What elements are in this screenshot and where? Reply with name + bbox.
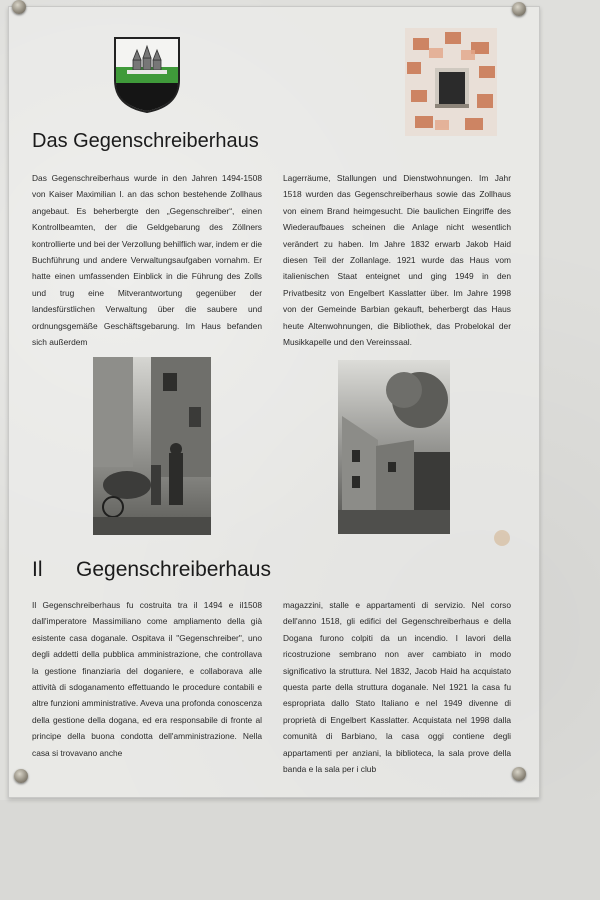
coat-of-arms-icon [113, 36, 181, 114]
mounting-bolt-icon [512, 767, 526, 781]
wall-lower-part [0, 800, 600, 900]
german-text-column-1: Das Gegenschreiberhaus wurde in den Jahren 1494-1508 von Kaiser Maximilian I. an das schon bestehende Zollhaus angebaut. Es beherbergte den „Gegenschreiber“, einen Kontrollbeamten, der die Geldgebarung des Zöllners kontrollierte und bei der Verzollung behilflich war, indem er die Buchführung und andere Verwaltungsaufgaben vornahm. Er hatte einen umfassenden Einblick in die Führung des Zolls und trug eine Mitverantwortung gegenüber der landesfürstlichen Verwaltung über die saubere und ordnungsgemäße Geschäftsgebarung. Im Haus befanden sich außerdem [32, 173, 262, 348]
window-icon [405, 28, 497, 136]
italian-text-column-1: Il Gegenschreiberhaus fu costruita tra il 1494 e il1508 dall'imperatore Massimiliano come ampliamento della già esistente casa doganale. Ospitava il "Gegenschreiber", uno degli addetti della pubblica amministrazione, che controllava la gestione finanziaria del doganiere, e collaborava alle attività di sdoganamento effettuando le procedure contabili e altre funzioni amministrative. Aveva una profonda conoscenza della gestione della dogana, ed era responsabile di fronte al principe della buona condotta dell'amministrazione. Nella casa si trovavano anche [32, 600, 262, 758]
historical-photo-street [93, 357, 211, 535]
mounting-bolt-icon [14, 769, 28, 783]
mounting-bolt-icon [12, 0, 26, 14]
historical-photo-houses [338, 360, 450, 534]
german-text-column-2: Lagerräume, Stallungen und Dienstwohnungen. Im Jahr 1518 wurden das Gegenschreiberhaus sowie das Zollhaus von einem Brand heimgesucht. Die baulichen Eingriffe des Wiederaufbaues scheinen die Anlage nicht wesentlich verändert zu haben. Im Jahre 1832 erwarb Jakob Haid diesen Teil der Zollanlage. 1921 wurde das Haus vom italienischen Staat enteignet und ging 1949 in den Privatbesitz von Engelbert Kasslatter über. Im Jahre 1998 von der Gemeinde Barbian gekauft, beherbergt das Haus heute Altenwohnungen, die Bibliothek, das Probelokal der Musikkapelle und den Vereinssaal. [283, 173, 511, 348]
italian-title: Il Gegenschreiberhaus [32, 558, 271, 581]
mounting-bolt-icon [512, 2, 526, 16]
italian-text-column-2: magazzini, stalle e appartamenti di servizio. Nel corso dell'anno 1518, gli edifici del Gegenschreiberhaus e della Dogana furono colpiti da un incendio. I lavori della ricostruzione sembrano non aver cambiato in modo significativo la struttura. Nel 1832, Jacob Haid ha acquistato questa parte della struttura doganale. Nel 1921 la casa fu espropriata dallo Stato Italiano e nel 1949 divenne di proprietà di Engelbert Kasslatter. Acquistata nel 1998 dalla comunità di Barbiano, la casa oggi contiene degli appartamenti per anziani, la biblioteca, la sala prove della banda e la sala per i club [283, 600, 511, 775]
wall-stain [494, 530, 510, 546]
german-title: Das Gegenschreiberhaus [32, 130, 259, 152]
